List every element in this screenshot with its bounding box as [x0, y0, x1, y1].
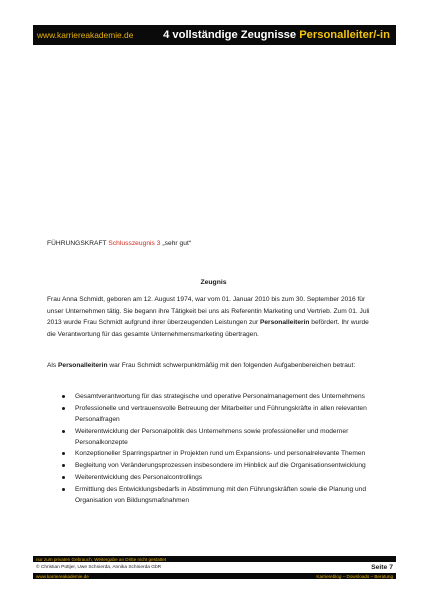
- document-title: Zeugnis: [200, 279, 227, 286]
- bullet-icon: [62, 430, 65, 433]
- bullet-icon: [62, 407, 65, 410]
- kicker-suffix: „sehr gut“: [160, 240, 192, 247]
- header-title-main: 4 vollständige Zeugnisse: [163, 29, 300, 41]
- list-item-text: Professionelle und vertrauensvolle Betreuung der Mitarbeiter und Führungskräfte in allen relevanten Personalfragen: [75, 404, 367, 423]
- header-title: [163, 29, 390, 41]
- list-item-text: Begleitung von Veränderungsprozessen insbesondere im Hinblick auf die Organisationsentwicklung: [75, 462, 366, 470]
- list-item-text: Konzeptioneller Sparringspartner in Projekten rund um Expansions- und personalrelevante Themen: [75, 450, 366, 458]
- footer-info-row: [33, 563, 396, 572]
- footer-notice: nur zum privaten Gebrauch, Weitergabe an Dritte nicht gestattet: [36, 556, 167, 562]
- bullet-icon: [62, 464, 65, 467]
- list-item-text: Gesamtverantwortung für das strategische und operative Personalmanagement des Unternehmens: [75, 393, 365, 400]
- list-item-text: Weiterentwicklung der Personalpolitik des Unternehmens sowie professioneller und moderner Personalkonzepte: [75, 427, 349, 446]
- intro-text-bold: Personalleiterin: [259, 319, 310, 327]
- duties-text-a: Als: [47, 362, 58, 369]
- section-kicker: [47, 240, 191, 247]
- list-item: [47, 403, 379, 425]
- header-bar: [33, 25, 396, 45]
- paragraph-intro: [47, 294, 379, 340]
- duties-list: [47, 391, 379, 507]
- list-item: [47, 426, 379, 448]
- intro-text-c: befördert. Ihr wurde die Verantwortung für das gesamte Unternehmensmarketing übertragen.: [47, 319, 369, 338]
- footer-copyright: © Christian Püttjer, Uwe Schnierda, Annika Schnierda GbR: [36, 565, 162, 570]
- bullet-icon: [62, 488, 65, 491]
- list-item: [47, 484, 379, 506]
- header-site-link[interactable]: www.karriereakademie.de: [37, 30, 134, 40]
- header-title-accent: Personalleiter/-in: [299, 29, 390, 41]
- bullet-icon: [62, 476, 65, 479]
- list-item-text: Weiterentwicklung des Personalcontrollings: [75, 473, 203, 481]
- list-item: [47, 391, 379, 402]
- list-item: [47, 472, 379, 483]
- list-item: [47, 460, 379, 471]
- bullet-icon: [62, 395, 65, 398]
- footer-notice-bar: [33, 556, 396, 562]
- page-number: Seite 7: [371, 564, 393, 571]
- bullet-icon: [62, 452, 65, 455]
- duties-text-c: war Frau Schmidt schwerpunktmäßig mit den folgenden Aufgabenbereichen betraut:: [107, 362, 356, 369]
- kicker-prefix: FÜHRUNGSKRAFT: [47, 240, 109, 247]
- duties-text-bold: Personalleiterin: [58, 362, 108, 369]
- kicker-highlight: Schlusszeugnis 3: [108, 240, 161, 247]
- list-item: [47, 448, 379, 459]
- intro-text-a: Frau Anna Schmidt, geboren am 12. August 1974, war vom 01. Januar 2010 bis zum 30. September 2016 für unser Unternehmen tätig. Sie begann ihre Tätigkeit bei uns als Referentin Marketing und Vertrieb. Zum 01. Juli 2013 wurde Frau Schmidt aufgrund ihrer überzeugenden Leistungen zur: [47, 296, 370, 327]
- footer-tagline[interactable]: Karriereblog – Downloads – Beratung: [316, 573, 393, 579]
- footer-bottom-bar: [33, 573, 396, 579]
- list-item-text: Ermittlung des Entwicklungsbedarfs in Abstimmung mit den Führungskräften sowie die Planung und Organisation von Bildungsmaßnahmen: [75, 485, 367, 504]
- paragraph-duties: [47, 360, 379, 372]
- footer-site-link[interactable]: www.karriereakademie.de: [36, 573, 89, 579]
